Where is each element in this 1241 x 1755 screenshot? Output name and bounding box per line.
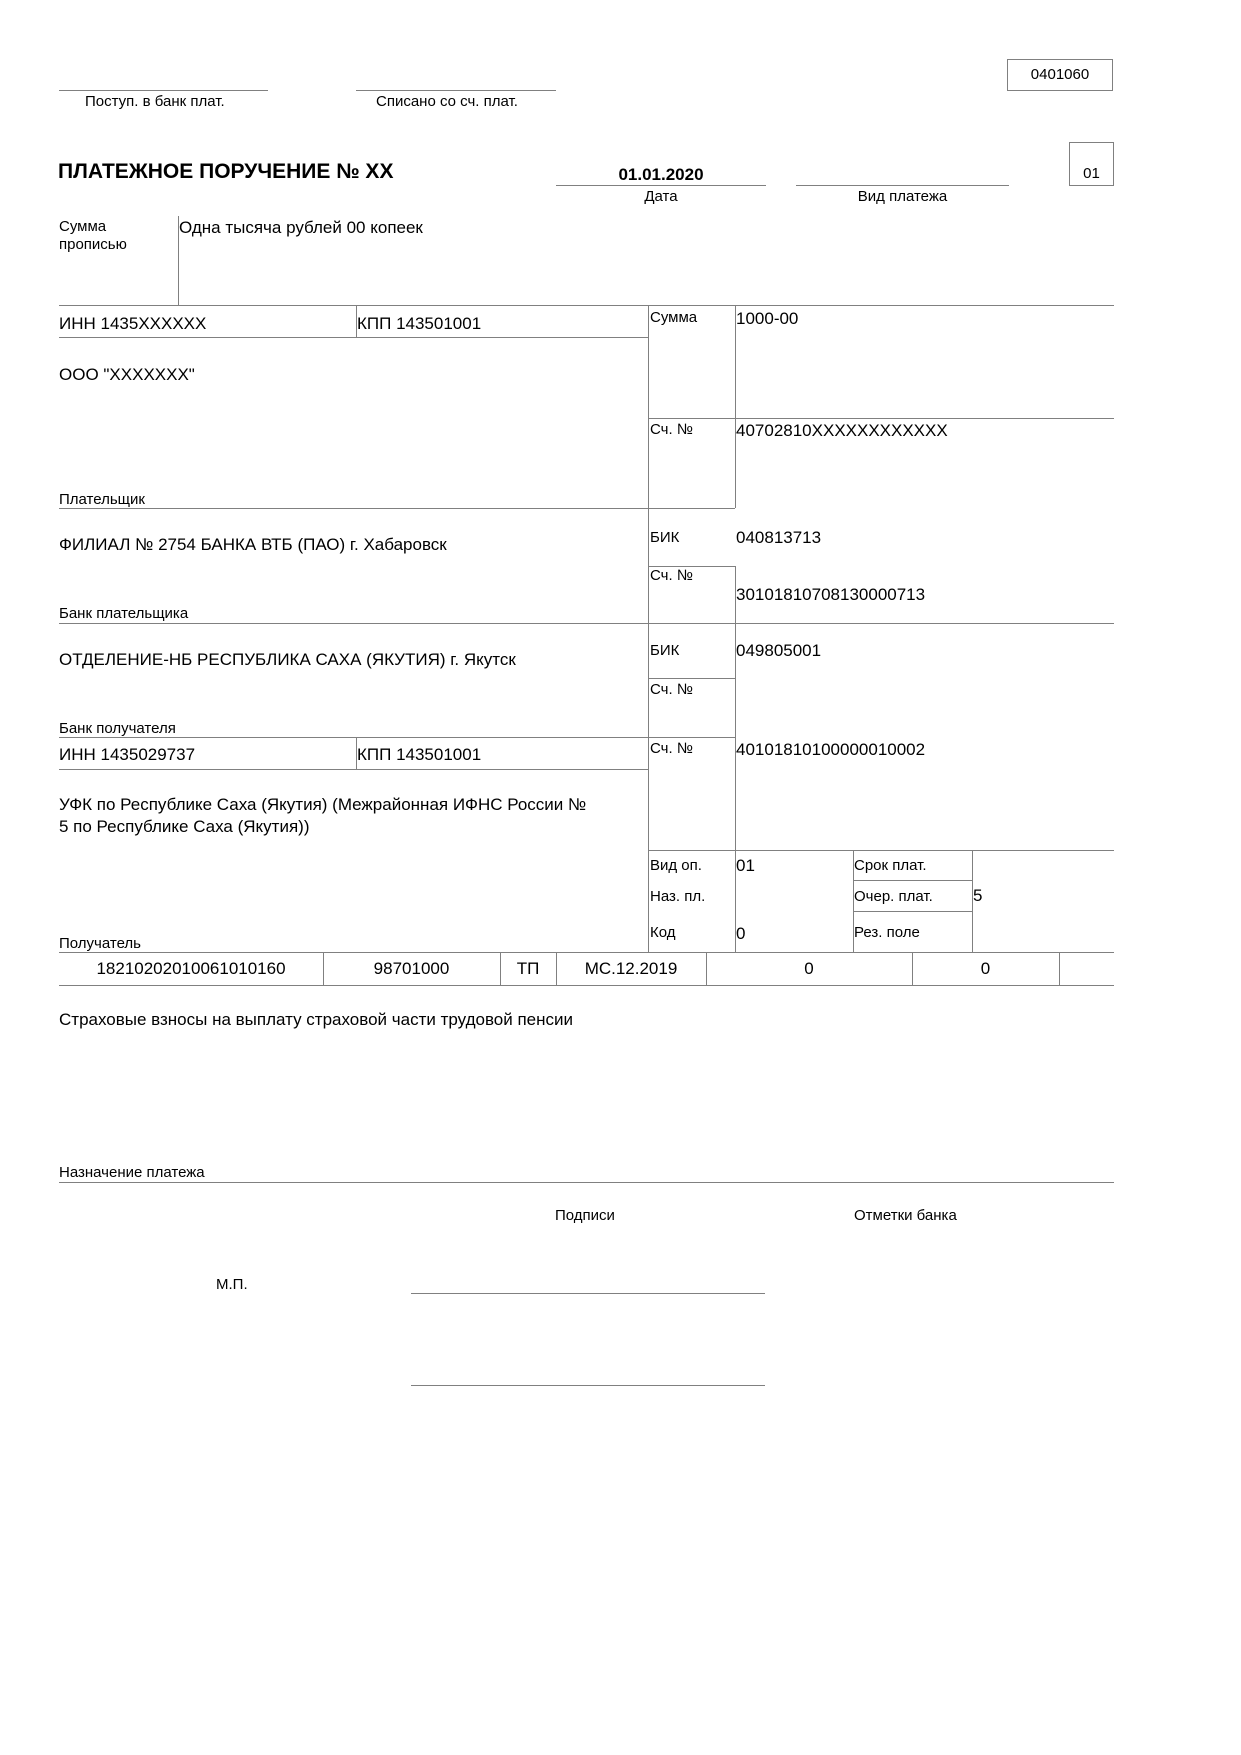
received-label: Поступ. в банк плат.	[85, 93, 225, 110]
row-line-1	[59, 305, 1114, 306]
recipient-name-1: УФК по Республике Саха (Якутия) (Межрайонная ИФНС России №	[59, 795, 587, 814]
naz-pl-label: Наз. пл.	[650, 888, 706, 905]
payer-inn-line	[59, 337, 648, 338]
recipient-bank-label: Банк получателя	[59, 720, 176, 737]
tax-row-bottom-line	[59, 985, 1114, 986]
stamp-label: М.П.	[216, 1276, 248, 1293]
recipient-bank-top-line	[59, 623, 1114, 624]
payer-label: Плательщик	[59, 491, 145, 508]
recipient-inn: ИНН 1435029737	[59, 745, 196, 764]
bank-marks-label: Отметки банка	[854, 1207, 957, 1224]
operation-ocher-line	[853, 911, 972, 912]
status-code-box	[1069, 142, 1114, 186]
tax-period: МС.12.2019	[584, 959, 678, 978]
tax-doc-number: 0	[804, 959, 814, 978]
vid-op-value: 01	[736, 856, 755, 875]
srok-label: Срок плат.	[854, 857, 927, 874]
tax-divider-6	[1059, 952, 1060, 985]
date-value: 01.01.2020	[618, 165, 704, 184]
tax-row-top-line	[59, 952, 1114, 953]
payer-bank-bik: 040813713	[736, 528, 822, 547]
ocher-label: Очер. плат.	[854, 888, 933, 905]
recipient-bank-name: ОТДЕЛЕНИЕ-НБ РЕСПУБЛИКА САХА (ЯКУТИЯ) г. Якутск	[59, 650, 516, 669]
amount-words-value: Одна тысяча рублей 00 копеек	[179, 218, 423, 237]
operation-srok-line	[853, 880, 972, 881]
recipient-name-2: 5 по Республике Саха (Якутия))	[59, 817, 310, 836]
recipient-account-label: Сч. №	[650, 740, 693, 757]
amount-words-label-1: Сумма	[59, 218, 107, 235]
recipient-label: Получатель	[59, 935, 141, 952]
recipient-bank-corr-label: Сч. №	[650, 681, 693, 698]
debited-label: Списано со сч. плат.	[376, 93, 518, 110]
payer-bank-corr-label: Сч. №	[650, 567, 693, 584]
kod-value: 0	[736, 924, 746, 943]
date-label: Дата	[644, 188, 678, 205]
tax-kbk: 18210202010061010160	[96, 959, 286, 978]
recipient-kpp: КПП 143501001	[357, 745, 482, 764]
recipient-top-line	[59, 737, 735, 738]
recipient-bank-bik-line	[648, 678, 735, 679]
payer-kpp: КПП 143501001	[357, 314, 482, 333]
amount-words-label-2: прописью	[59, 236, 127, 253]
recipient-bank-bik-label: БИК	[650, 642, 680, 659]
signature-line-2	[411, 1385, 765, 1386]
payer-bank-name: ФИЛИАЛ № 2754 БАНКА ВТБ (ПАО) г. Хабаровск	[59, 535, 447, 554]
page-title: ПЛАТЕЖНОЕ ПОРУЧЕНИЕ № XX	[58, 160, 394, 183]
tax-basis: ТП	[516, 959, 540, 978]
received-line	[59, 90, 268, 91]
payer-bank-bik-label: БИК	[650, 529, 680, 546]
debited-line	[356, 90, 556, 91]
recipient-bank-bik: 049805001	[736, 641, 822, 660]
purpose-line	[59, 1182, 1114, 1183]
signature-line-1	[411, 1293, 765, 1294]
payment-kind-line	[796, 185, 1009, 186]
form-code-box	[1007, 59, 1113, 91]
vid-op-label: Вид оп.	[650, 857, 702, 874]
form-code: 0401060	[1030, 66, 1090, 83]
kod-label: Код	[650, 924, 676, 941]
payer-name: ООО "XXXXXXX"	[59, 365, 195, 384]
payer-inn: ИНН 1435XXXXXX	[59, 314, 207, 333]
operation-top-line	[648, 850, 1114, 851]
date-line	[556, 185, 766, 186]
rez-label: Рез. поле	[854, 924, 920, 941]
ocher-value: 5	[973, 886, 983, 905]
purpose-label: Назначение платежа	[59, 1164, 205, 1181]
recipient-account-value: 40101810100000010002	[736, 740, 926, 759]
payer-account-label: Сч. №	[650, 421, 693, 438]
amount-value: 1000-00	[736, 309, 799, 328]
payer-bank-corr-account: 30101810708130000713	[736, 585, 926, 604]
amount-account-line	[648, 418, 1114, 419]
amount-label: Сумма	[650, 309, 698, 326]
signatures-label: Подписи	[555, 1207, 615, 1224]
purpose-text: Страховые взносы на выплату страховой части трудовой пенсии	[59, 1010, 574, 1029]
payment-kind-label: Вид платежа	[857, 188, 948, 205]
status-code: 01	[1083, 165, 1100, 182]
tax-oktmo: 98701000	[373, 959, 450, 978]
tax-doc-date: 0	[980, 959, 991, 978]
recipient-inn-line	[59, 769, 648, 770]
value-divider-a	[735, 305, 736, 508]
payer-bank-label: Банк плательщика	[59, 605, 189, 622]
payer-account-value: 40702810XXXXXXXXXXXX	[736, 421, 948, 440]
payer-bank-top-line	[59, 508, 735, 509]
center-divider	[648, 305, 649, 952]
